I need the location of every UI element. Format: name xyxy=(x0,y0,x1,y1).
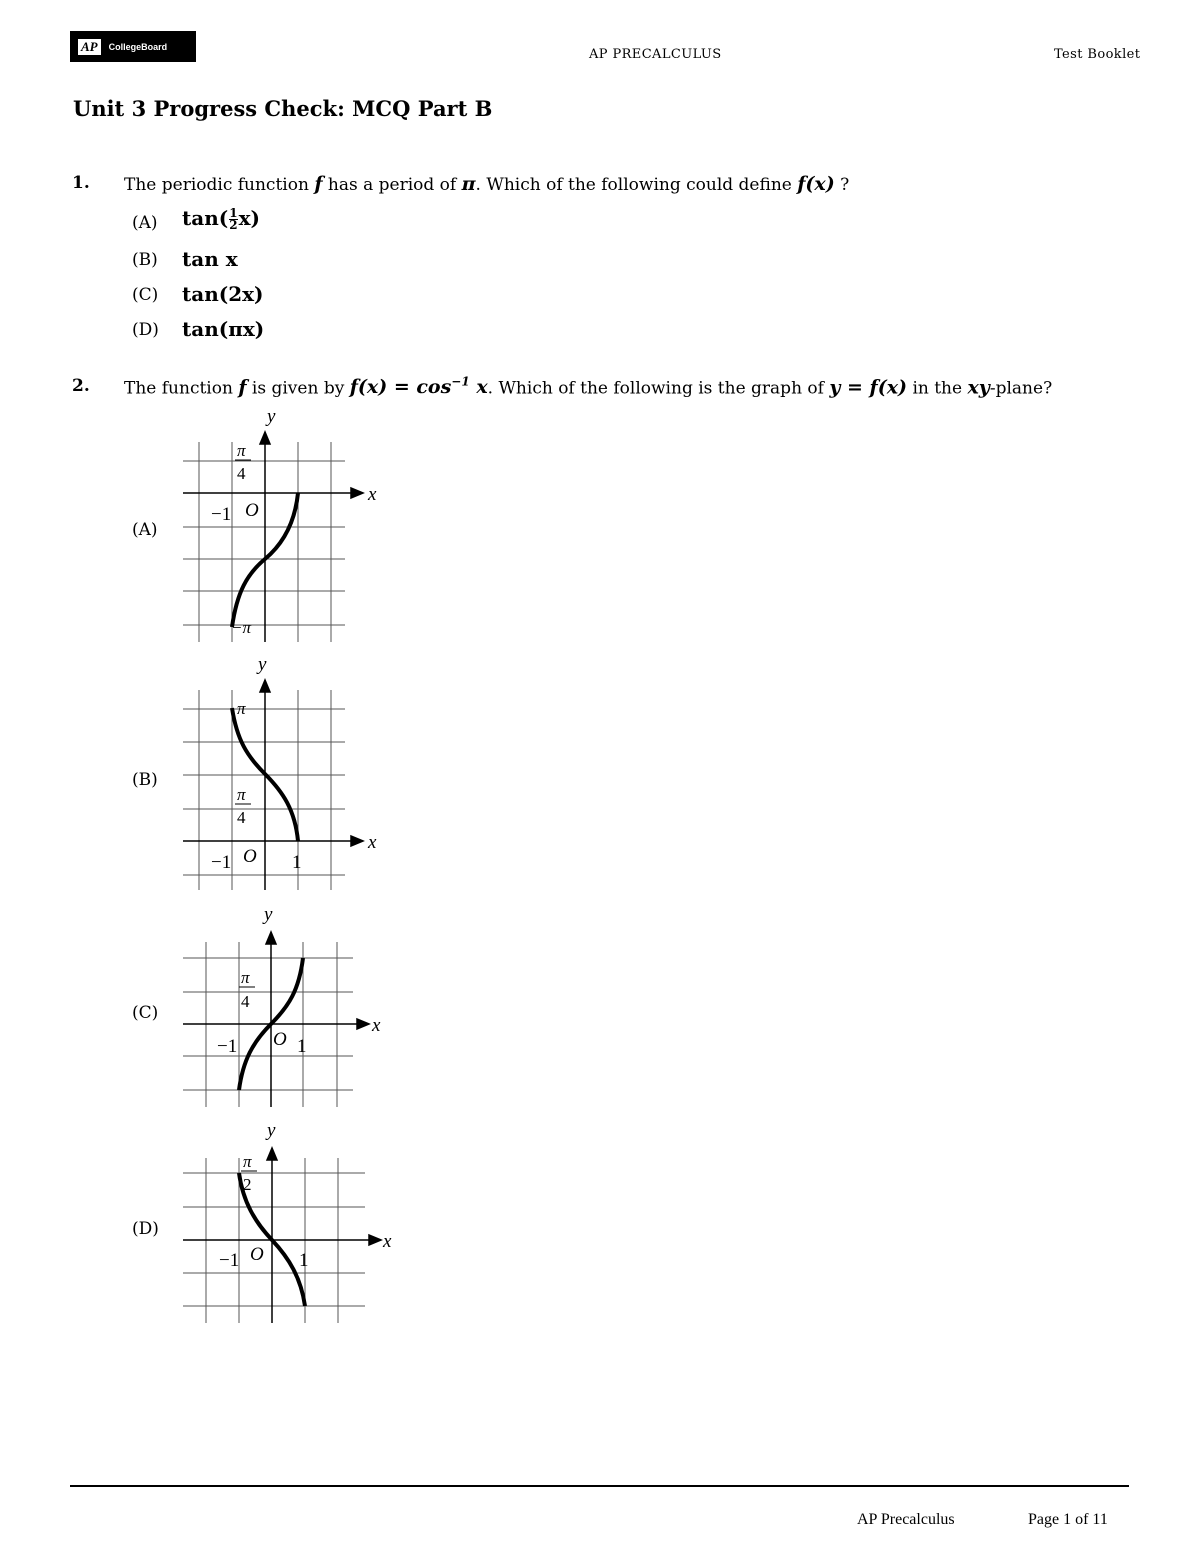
tick-pi-num: π xyxy=(243,1152,252,1171)
q2-option-b-label[interactable]: (B) xyxy=(132,770,158,790)
footer-divider xyxy=(70,1485,1129,1487)
q1-text-d: ? xyxy=(840,175,850,195)
logo-collegeboard-text: CollegeBoard xyxy=(108,41,168,52)
y-axis-label: y xyxy=(267,1120,276,1141)
q2-math-yfx: y = f(x) xyxy=(829,376,908,399)
origin-label: O xyxy=(273,1029,287,1050)
q1-option-c-label[interactable]: (C) xyxy=(132,285,159,305)
footer-course: AP Precalculus xyxy=(857,1511,955,1528)
grid xyxy=(183,690,345,890)
tick-neg1: −1 xyxy=(211,852,232,873)
q2-math-x: x xyxy=(476,376,488,399)
q2-math-def xyxy=(350,376,488,398)
tick-neg1: −1 xyxy=(211,504,232,525)
question-1-number: 1. xyxy=(72,173,90,193)
q2-option-c-graph[interactable] xyxy=(175,900,390,1115)
y-axis-label: y xyxy=(264,904,273,925)
question-2-number: 2. xyxy=(72,376,90,396)
q1-option-a-pre: tan( xyxy=(182,206,229,230)
question-2-text xyxy=(124,375,1052,398)
footer-page-number: Page 1 of 11 xyxy=(1028,1511,1108,1528)
origin-label: O xyxy=(243,846,257,867)
q2-math-xy: xy xyxy=(967,376,990,399)
origin-label: O xyxy=(250,1244,264,1265)
frac-den: 2 xyxy=(229,218,238,232)
q1-text-a: The periodic function xyxy=(124,175,309,195)
q1-option-b-label[interactable]: (B) xyxy=(132,250,158,270)
q1-option-a-fraction xyxy=(229,208,237,231)
tick-pi-den: 4 xyxy=(237,808,246,827)
q2-math-inverse: −1 xyxy=(451,375,470,389)
tick-neg1: −1 xyxy=(217,1036,238,1057)
x-axis-label: x xyxy=(372,1015,381,1036)
header-booklet: Test Booklet xyxy=(1054,47,1141,62)
ap-college-board-logo xyxy=(70,31,196,62)
tick-pi-den: 4 xyxy=(237,464,246,483)
q1-option-d-label[interactable]: (D) xyxy=(132,320,159,340)
q1-option-a[interactable] xyxy=(182,206,260,231)
q1-text-c: . Which of the following could define xyxy=(475,175,792,195)
q2-math-cos: f(x) = cos xyxy=(349,376,452,399)
logo-ap-text: AP xyxy=(78,39,101,55)
q2-option-a-graph[interactable] xyxy=(175,402,390,647)
q2-math-f: f xyxy=(238,376,247,399)
q1-option-a-post: x) xyxy=(238,206,260,230)
q2-option-d-graph[interactable] xyxy=(175,1118,400,1328)
tick-pi-num: π xyxy=(237,785,246,804)
tick-pi: π xyxy=(237,699,246,718)
q1-math-fx: f(x) xyxy=(797,173,835,195)
q2-option-d-label[interactable]: (D) xyxy=(132,1219,159,1239)
q2-text-b: is given by xyxy=(251,378,345,399)
q2-option-a-label[interactable]: (A) xyxy=(132,520,158,540)
q1-text-b: has a period of xyxy=(327,175,457,195)
x-axis-label: x xyxy=(368,832,377,853)
header-course: AP PRECALCULUS xyxy=(589,47,722,62)
q2-text-e: -plane? xyxy=(989,378,1053,399)
origin-label: O xyxy=(245,500,259,521)
x-axis-label: x xyxy=(368,484,377,505)
q2-option-c-label[interactable]: (C) xyxy=(132,1003,159,1023)
grid xyxy=(183,442,345,642)
q1-math-pi: π xyxy=(461,173,476,195)
tick-1: 1 xyxy=(292,852,302,873)
q1-option-a-label[interactable]: (A) xyxy=(132,213,158,233)
page-title: Unit 3 Progress Check: MCQ Part B xyxy=(73,96,493,121)
tick-neg1: −1 xyxy=(219,1250,240,1271)
tick-neg-pi: −π xyxy=(231,618,251,637)
axes xyxy=(183,1148,381,1323)
q2-text-d: in the xyxy=(912,378,963,399)
frac-num: 1 xyxy=(229,206,238,220)
q2-text-c: . Which of the following is the graph of xyxy=(487,378,824,399)
tick-1: 1 xyxy=(299,1250,309,1271)
q1-option-c[interactable]: tan(2x) xyxy=(182,282,264,306)
q1-option-d[interactable]: tan(πx) xyxy=(182,317,265,341)
question-1-text xyxy=(124,173,849,195)
y-axis-label: y xyxy=(258,654,267,675)
tick-pi-num: π xyxy=(241,968,250,987)
q1-math-f: f xyxy=(314,173,323,195)
axes xyxy=(183,432,363,642)
q2-text-a: The function xyxy=(124,378,233,399)
tick-pi-den: 2 xyxy=(243,1175,252,1194)
q2-option-b-graph[interactable] xyxy=(175,650,390,895)
y-axis-label: y xyxy=(267,406,276,427)
tick-pi-num: π xyxy=(237,441,246,460)
q1-option-b[interactable]: tan x xyxy=(182,247,238,271)
tick-pi-den: 4 xyxy=(241,992,250,1011)
x-axis-label: x xyxy=(383,1231,392,1252)
tick-1: 1 xyxy=(297,1036,307,1057)
